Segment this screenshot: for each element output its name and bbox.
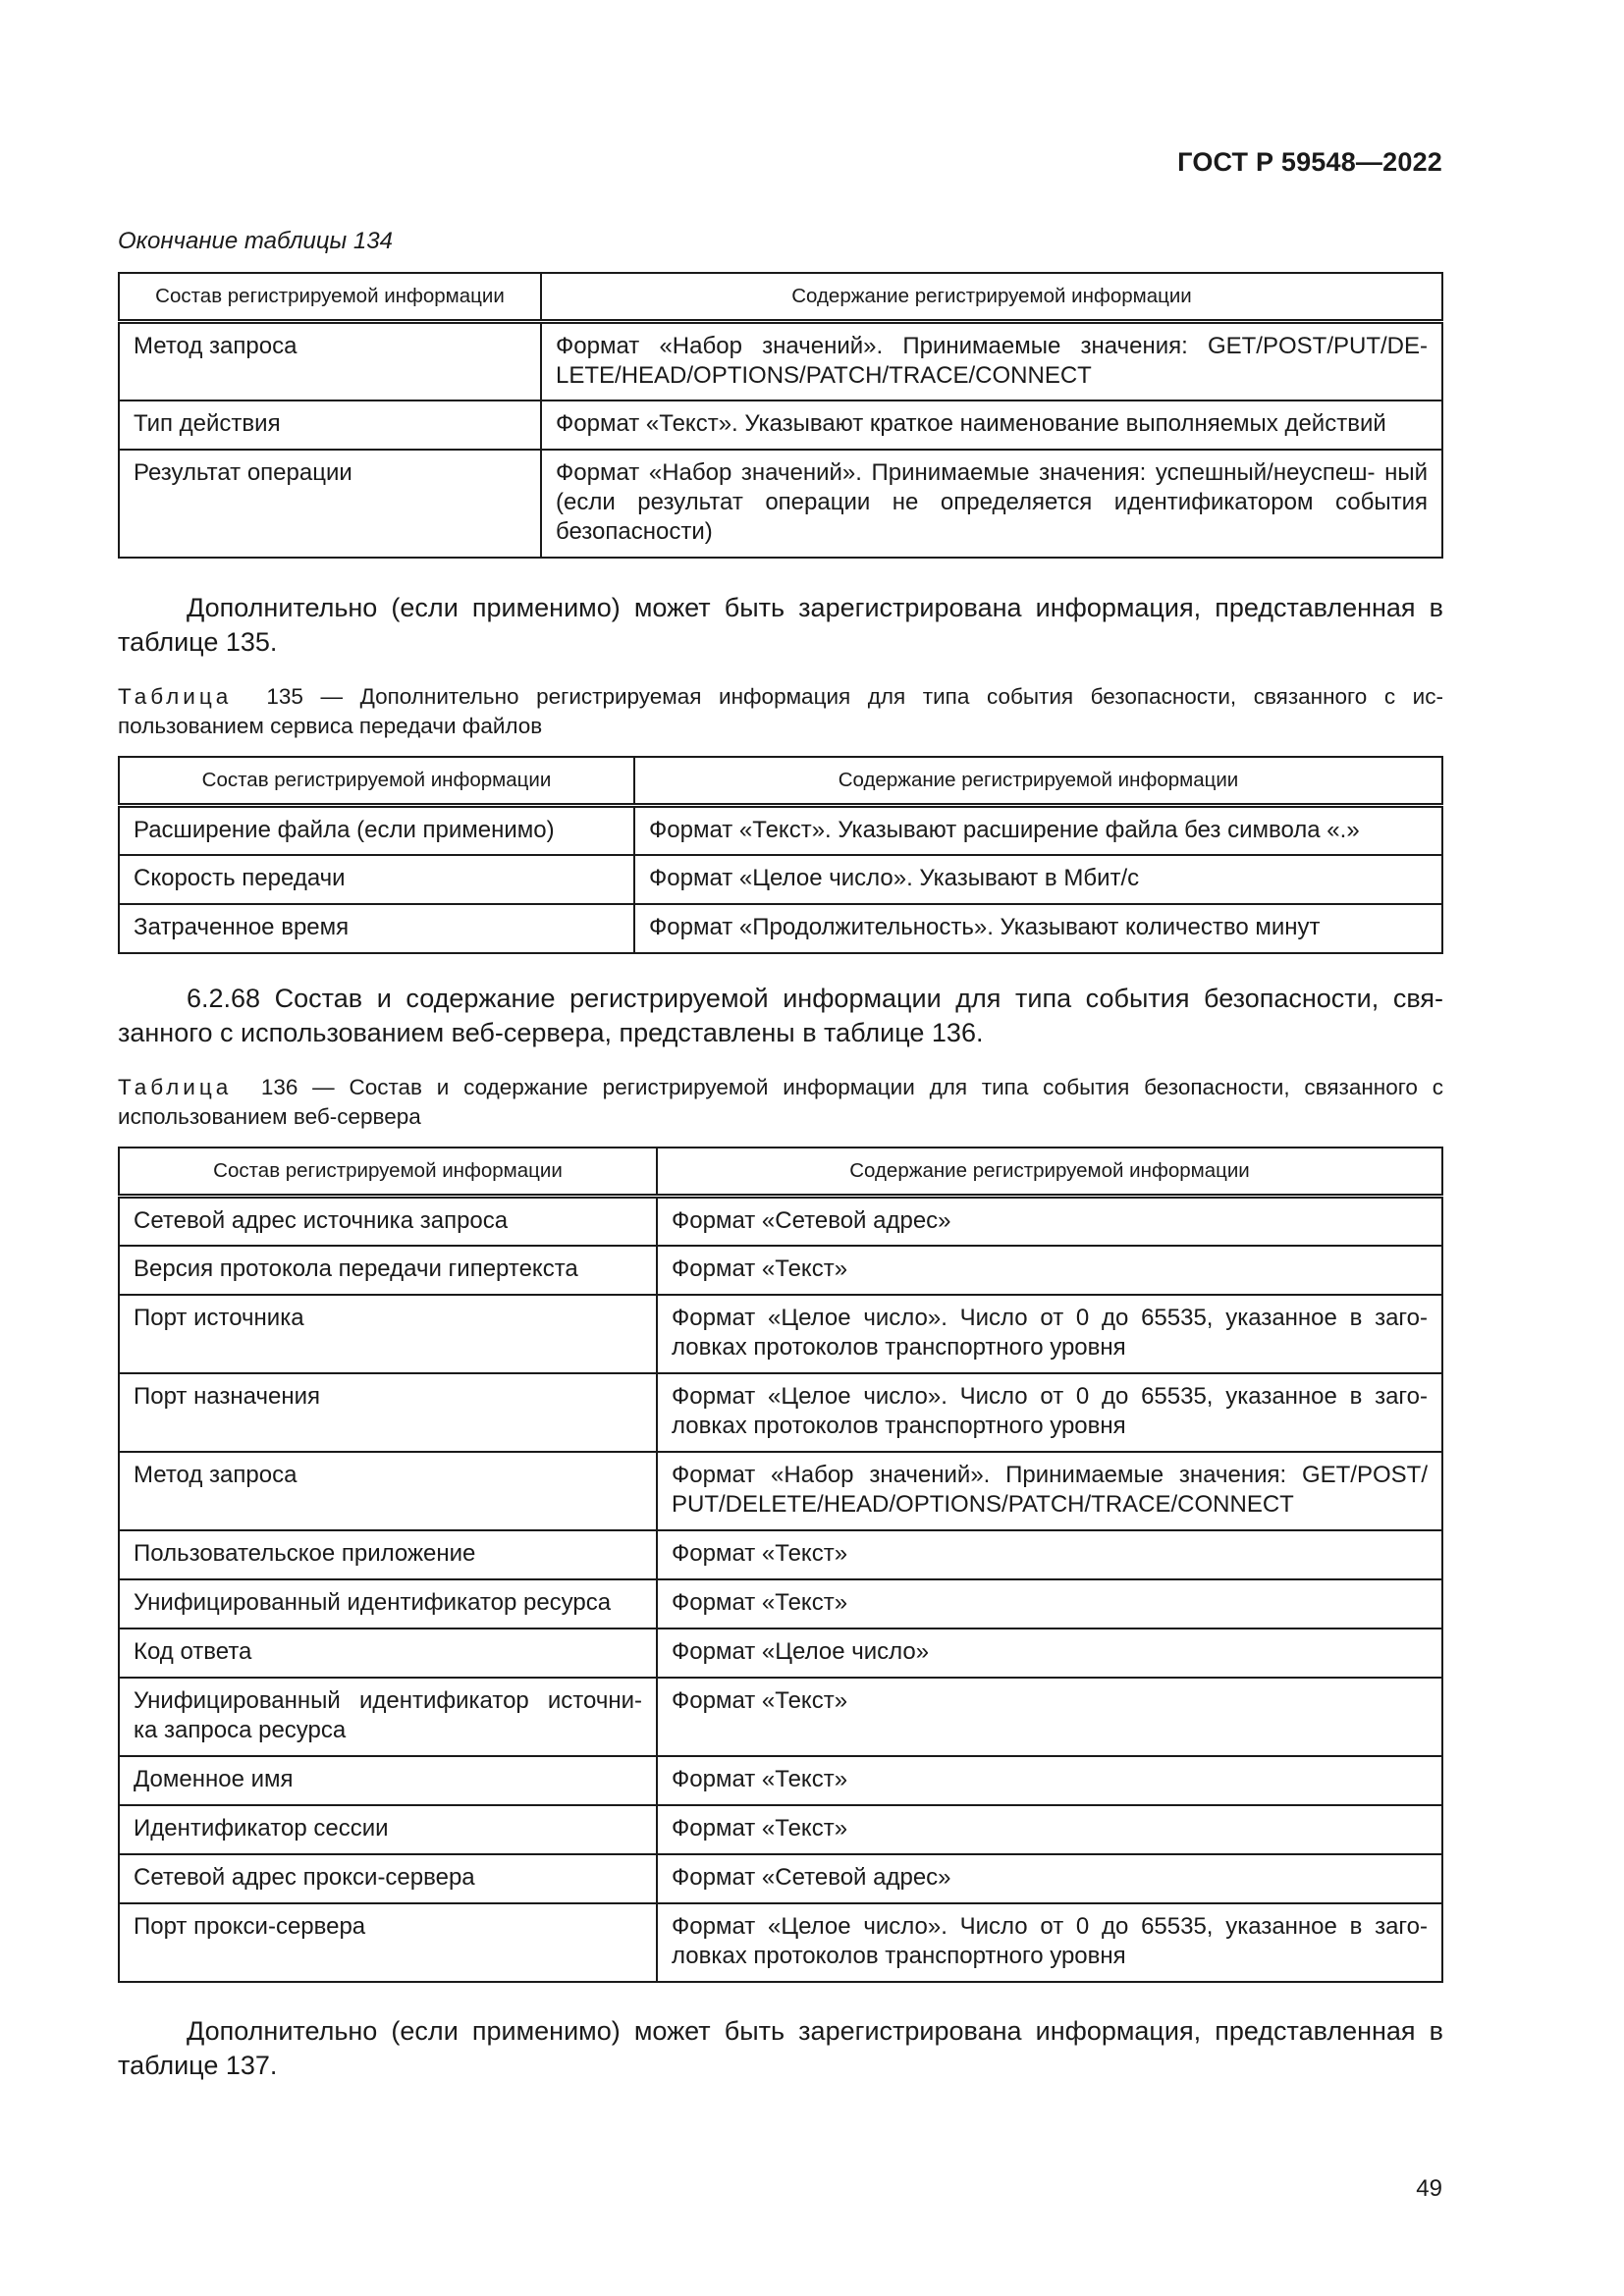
table-cell: Унифицированный идентификатор ресурса — [119, 1579, 657, 1629]
table-cell: Формат «Набор значений». Принимаемые значения: GET/POST/ PUT/DELETE/HEAD/OPTIONS/PATCH/TRACE/CONNECT — [657, 1452, 1442, 1530]
table-cell: Порт назначения — [119, 1373, 657, 1452]
table-row — [119, 806, 1442, 856]
column-header: Содержание регистрируемой информации — [541, 273, 1442, 322]
table-134 — [118, 272, 1443, 559]
table-cell: Пользовательское приложение — [119, 1530, 657, 1579]
table-cell: Сетевой адрес прокси-сервера — [119, 1854, 657, 1903]
table-cell: Формат «Целое число». Число от 0 до 65535, указанное в заго- ловках протоколов транспортного уровня — [657, 1295, 1442, 1373]
table-cell: Формат «Текст». Указывают краткое наименование выполняемых действий — [541, 400, 1442, 450]
table-136-caption: Таблица 136 — Состав и содержание регистрируемой информации для типа события безопасности, связанного с использованием веб-сервера — [118, 1075, 1443, 1129]
table-135-caption: Таблица 135 — Дополнительно регистрируемая информация для типа события безопасности, связанного с ис- пользованием сервиса передачи файлов — [118, 684, 1443, 738]
table-cell: Порт прокси-сервера — [119, 1903, 657, 1982]
table-row — [119, 1530, 1442, 1579]
table-cell: Результат операции — [119, 450, 541, 558]
table-134-continuation-caption: Окончание таблицы 134 — [118, 228, 393, 254]
table-cell: Формат «Целое число». Указывают в Мбит/с — [634, 855, 1442, 904]
table-row — [119, 1629, 1442, 1678]
table-cell: Сетевой адрес источника запроса — [119, 1197, 657, 1247]
table-cell: Формат «Текст» — [657, 1530, 1442, 1579]
table-cell: Формат «Текст» — [657, 1805, 1442, 1854]
column-header: Содержание регистрируемой информации — [657, 1148, 1442, 1197]
table-row — [119, 450, 1442, 558]
table-cell: Формат «Целое число» — [657, 1629, 1442, 1678]
table-row — [119, 1678, 1442, 1756]
table-cell: Формат «Набор значений». Принимаемые значения: успешный/неуспеш- ный (если результат операции не определяется идентификатором события безопасности) — [541, 450, 1442, 558]
table-row — [119, 322, 1442, 401]
table-row — [119, 1295, 1442, 1373]
column-header: Состав регистрируемой информации — [119, 757, 634, 806]
table-row — [119, 1854, 1442, 1903]
page-number: 49 — [1416, 2175, 1442, 2202]
table-135 — [118, 756, 1443, 954]
table-header-row — [119, 273, 1442, 322]
paragraph: Дополнительно (если применимо) может быть зарегистрирована информация, представленная в таблице 135. — [118, 593, 1443, 657]
table-row — [119, 1197, 1442, 1247]
table-header-row — [119, 757, 1442, 806]
table-cell: Формат «Текст» — [657, 1579, 1442, 1629]
table-row — [119, 1373, 1442, 1452]
column-header: Состав регистрируемой информации — [119, 1148, 657, 1197]
table-cell: Метод запроса — [119, 322, 541, 401]
table-row — [119, 1579, 1442, 1629]
paragraph: Дополнительно (если применимо) может быть зарегистрирована информация, представленная в таблице 137. — [118, 2016, 1443, 2080]
table-cell: Формат «Набор значений». Принимаемые значения: GET/POST/PUT/DE- LETE/HEAD/OPTIONS/PATCH/TRACE/CONNECT — [541, 322, 1442, 401]
table-cell: Формат «Текст» — [657, 1756, 1442, 1805]
column-header: Состав регистрируемой информации — [119, 273, 541, 322]
table-cell: Унифицированный идентификатор источни- ка запроса ресурса — [119, 1678, 657, 1756]
table-cell: Тип действия — [119, 400, 541, 450]
table-row — [119, 1805, 1442, 1854]
table-cell: Формат «Целое число». Число от 0 до 65535, указанное в заго- ловках протоколов транспортного уровня — [657, 1373, 1442, 1452]
table-row — [119, 855, 1442, 904]
table-cell: Расширение файла (если применимо) — [119, 806, 634, 856]
table-cell: Затраченное время — [119, 904, 634, 953]
table-cell: Версия протокола передачи гипертекста — [119, 1246, 657, 1295]
table-row — [119, 1756, 1442, 1805]
table-cell: Идентификатор сессии — [119, 1805, 657, 1854]
table-row — [119, 1452, 1442, 1530]
table-cell: Формат «Текст». Указывают расширение файла без символа «.» — [634, 806, 1442, 856]
table-cell: Скорость передачи — [119, 855, 634, 904]
column-header: Содержание регистрируемой информации — [634, 757, 1442, 806]
table-row — [119, 904, 1442, 953]
standard-designation: ГОСТ Р 59548—2022 — [1177, 147, 1442, 177]
table-cell: Формат «Сетевой адрес» — [657, 1854, 1442, 1903]
table-cell: Формат «Целое число». Число от 0 до 65535, указанное в заго- ловках протоколов транспортного уровня — [657, 1903, 1442, 1982]
table-cell: Формат «Текст» — [657, 1246, 1442, 1295]
table-cell: Код ответа — [119, 1629, 657, 1678]
table-cell: Формат «Продолжительность». Указывают количество минут — [634, 904, 1442, 953]
table-cell: Порт источника — [119, 1295, 657, 1373]
table-cell: Доменное имя — [119, 1756, 657, 1805]
table-header-row — [119, 1148, 1442, 1197]
table-row — [119, 1246, 1442, 1295]
table-row — [119, 1903, 1442, 1982]
paragraph: 6.2.68 Состав и содержание регистрируемой информации для типа события безопасности, свя- занного с использованием веб-сервера, представлены в таблице 136. — [118, 984, 1443, 1047]
table-cell: Формат «Текст» — [657, 1678, 1442, 1756]
table-cell: Формат «Сетевой адрес» — [657, 1197, 1442, 1247]
table-cell: Метод запроса — [119, 1452, 657, 1530]
table-row — [119, 400, 1442, 450]
table-136 — [118, 1147, 1443, 1983]
